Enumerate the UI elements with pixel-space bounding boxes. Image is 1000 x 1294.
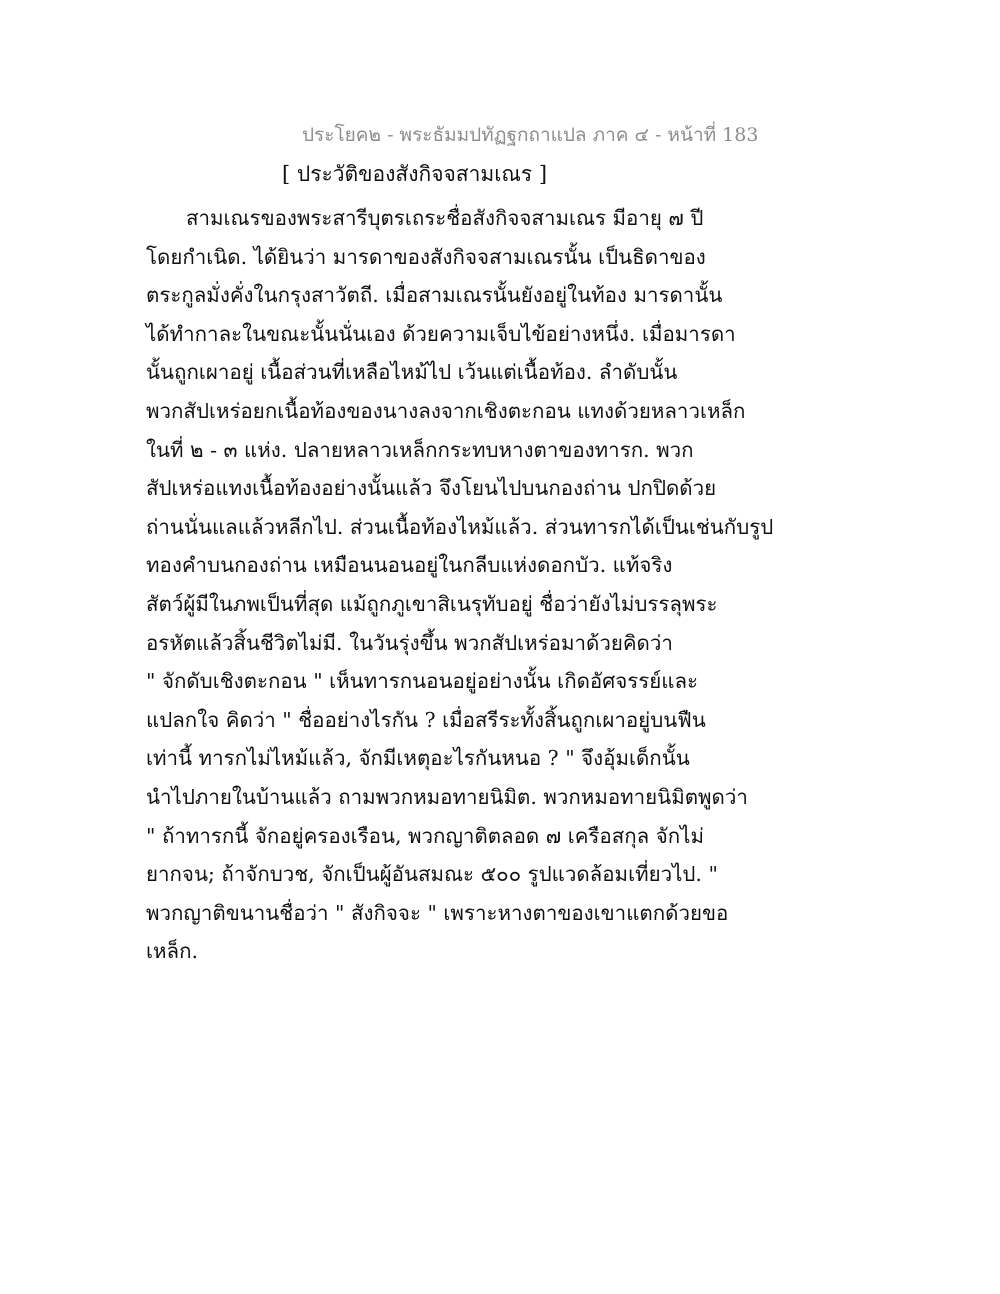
body-line: ถ่านนั่นแลแล้วหลีกไป. ส่วนเนื้อท้องไหม้แล้ว. ส่วนทารกได้เป็นเช่นกับรูป xyxy=(146,514,774,539)
body-line: โดยกำเนิด. ได้ยินว่า มารดาของสังกิจจสามเณรนั้น เป็นธิดาของ xyxy=(146,244,706,269)
body-line: นั้นถูกเผาอยู่ เนื้อส่วนที่เหลือไหม้ไป เว้นแต่เนื้อท้อง. ลำดับนั้น xyxy=(146,360,678,385)
body-line: สามเณรของพระสารีบุตรเถระชื่อสังกิจจสามเณร มีอายุ ๗ ปี xyxy=(186,206,704,230)
running-header: ประโยค๒ - พระธัมมปทัฏฐกถาแปล ภาค ๔ - หน้าที่ 183 xyxy=(302,124,759,146)
body-line: เท่านี้ ทารกไม่ไหม้แล้ว, จักมีเหตุอะไรกันหนอ ? " จึงอุ้มเด็กนั้น xyxy=(146,746,690,771)
body-text xyxy=(146,199,774,971)
body-line: สัปเหร่อแทงเนื้อท้องอย่างนั้นแล้ว จึงโยนไปบนกองถ่าน ปกปิดด้วย xyxy=(146,476,717,501)
body-line: แปลกใจ คิดว่า " ชื่ออย่างไรกัน ? เมื่อสรีระทั้งสิ้นถูกเผาอยู่บนฟืน xyxy=(146,707,706,732)
body-line: นำไปภายในบ้านแล้ว ถามพวกหมอทายนิมิต. พวกหมอทายนิมิตพูดว่า xyxy=(146,784,748,809)
body-line: สัตว์ผู้มีในภพเป็นที่สุด แม้ถูกภูเขาสิเนรุทับอยู่ ชื่อว่ายังไม่บรรลุพระ xyxy=(146,591,718,616)
body-line: ทองคำบนกองถ่าน เหมือนนอนอยู่ในกลีบแห่งดอกบัว. แท้จริง xyxy=(146,553,673,578)
body-line: ในที่ ๒ - ๓ แห่ง. ปลายหลาวเหล็กกระทบหางตาของทารก. พวก xyxy=(146,437,694,462)
body-line: พวกสัปเหร่อยกเนื้อท้องของนางลงจากเชิงตะกอน แทงด้วยหลาวเหล็ก xyxy=(146,398,746,423)
body-line: ตระกูลมั่งคั่งในกรุงสาวัตถี. เมื่อสามเณรนั้นยังอยู่ในท้อง มารดานั้น xyxy=(146,283,723,308)
body-line: ได้ทำกาละในขณะนั้นนั่นเอง ด้วยความเจ็บไข้อย่างหนึ่ง. เมื่อมารดา xyxy=(146,321,736,346)
body-line: " จักดับเชิงตะกอน " เห็นทารกนอนอยู่อย่างนั้น เกิดอัศจรรย์และ xyxy=(146,669,699,694)
body-line: ยากจน; ถ้าจักบวช, จักเป็นผู้อันสมณะ ๕๐๐ รูปแวดล้อมเที่ยวไป. " xyxy=(146,862,718,887)
body-line: เหล็ก. xyxy=(146,939,199,964)
body-line: พวกญาติขนานชื่อว่า " สังกิจจะ " เพราะหางตาของเขาแตกด้วยขอ xyxy=(146,900,729,925)
section-title: [ ประวัติของสังกิจจสามเณร ] xyxy=(282,162,548,186)
body-line: อรหัตแล้วสิ้นชีวิตไม่มี. ในวันรุ่งขึ้น พวกสัปเหร่อมาด้วยคิดว่า xyxy=(146,630,673,655)
body-line: " ถ้าทารกนี้ จักอยู่ครองเรือน, พวกญาติตลอด ๗ เครือสกุล จักไม่ xyxy=(146,823,704,848)
